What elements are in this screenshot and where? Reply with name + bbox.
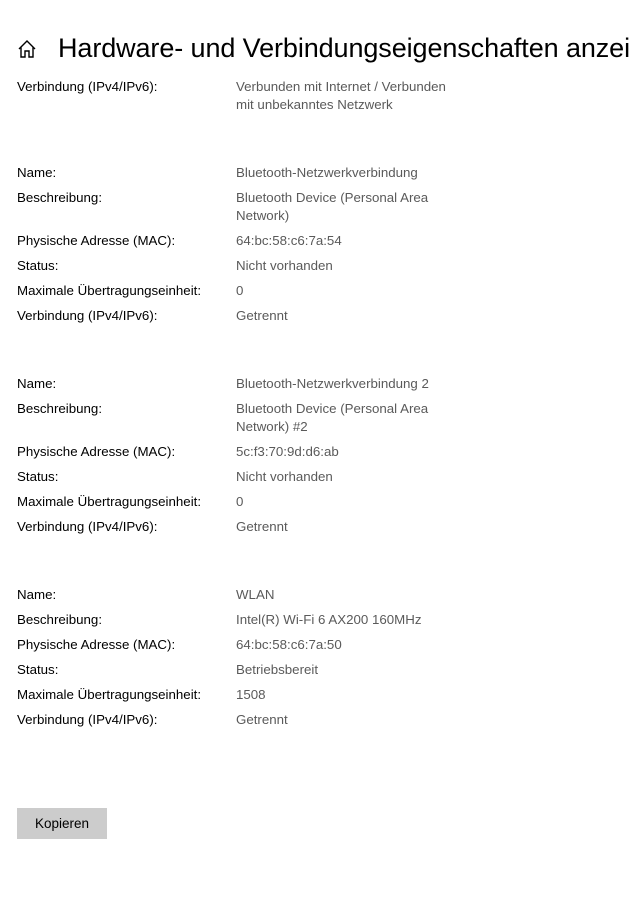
property-label: Maximale Übertragungseinheit: xyxy=(17,687,202,702)
property-label: Verbindung (IPv4/IPv6): xyxy=(17,712,158,727)
property-label: Beschreibung: xyxy=(17,612,103,627)
adapter-section xyxy=(17,586,617,729)
home-icon[interactable] xyxy=(16,38,38,60)
property-row-description xyxy=(17,400,617,436)
property-label: Status: xyxy=(17,469,59,484)
property-label: Beschreibung: xyxy=(17,190,103,205)
property-value: Bluetooth-Netzwerkverbindung xyxy=(236,165,418,180)
property-row-status xyxy=(17,661,617,679)
property-label: Verbindung (IPv4/IPv6): xyxy=(17,519,158,534)
property-row-mac xyxy=(17,232,617,250)
property-label: Physische Adresse (MAC): xyxy=(17,233,176,248)
property-row-connection xyxy=(17,518,617,536)
property-label: Verbindung (IPv4/IPv6): xyxy=(17,79,158,94)
property-row-mac xyxy=(17,443,617,461)
property-value: Intel(R) Wi-Fi 6 AX200 160MHz xyxy=(236,612,422,627)
property-row-description xyxy=(17,189,617,225)
property-value: Verbunden mit Internet / Verbunden mit unbekanntes Netzwerk xyxy=(236,79,446,112)
property-row-name xyxy=(17,586,617,604)
property-value: Getrennt xyxy=(236,519,288,534)
property-label: Maximale Übertragungseinheit: xyxy=(17,494,202,509)
property-label: Physische Adresse (MAC): xyxy=(17,637,176,652)
property-value: 64:bc:58:c6:7a:54 xyxy=(236,233,342,248)
property-row-connection xyxy=(17,78,617,114)
property-row-name xyxy=(17,375,617,393)
adapter-section xyxy=(17,375,617,536)
page-header xyxy=(16,33,630,64)
property-row-description xyxy=(17,611,617,629)
property-value: Bluetooth Device (Personal Area Network) #2 xyxy=(236,401,429,434)
property-value: 0 xyxy=(236,494,244,509)
property-row-mtu xyxy=(17,282,617,300)
property-label: Beschreibung: xyxy=(17,401,103,416)
property-value: Betriebsbereit xyxy=(236,662,319,677)
property-value: Bluetooth-Netzwerkverbindung 2 xyxy=(236,376,429,391)
property-value: 0 xyxy=(236,283,244,298)
property-label: Verbindung (IPv4/IPv6): xyxy=(17,308,158,323)
property-row-mtu xyxy=(17,686,617,704)
page-title: Hardware- und Verbindungseigenschaften anzei xyxy=(58,33,630,63)
property-label: Maximale Übertragungseinheit: xyxy=(17,283,202,298)
property-value: Getrennt xyxy=(236,712,288,727)
property-value: WLAN xyxy=(236,587,275,602)
property-row-connection xyxy=(17,307,617,325)
property-label: Status: xyxy=(17,662,59,677)
property-row-connection xyxy=(17,711,617,729)
property-label: Physische Adresse (MAC): xyxy=(17,444,176,459)
copy-button[interactable]: Kopieren xyxy=(17,808,107,839)
property-value: Nicht vorhanden xyxy=(236,258,333,273)
property-value: Getrennt xyxy=(236,308,288,323)
property-label: Status: xyxy=(17,258,59,273)
property-row-status xyxy=(17,468,617,486)
property-value: Bluetooth Device (Personal Area Network) xyxy=(236,190,429,223)
property-row-name xyxy=(17,164,617,182)
property-value: Nicht vorhanden xyxy=(236,469,333,484)
property-row-mac xyxy=(17,636,617,654)
adapter-section xyxy=(17,78,617,114)
property-value: 5c:f3:70:9d:d6:ab xyxy=(236,444,339,459)
property-label: Name: xyxy=(17,587,57,602)
property-row-mtu xyxy=(17,493,617,511)
properties-list xyxy=(17,78,617,779)
property-label: Name: xyxy=(17,376,57,391)
property-row-status xyxy=(17,257,617,275)
adapter-section xyxy=(17,164,617,325)
property-label: Name: xyxy=(17,165,57,180)
property-value: 1508 xyxy=(236,687,266,702)
property-value: 64:bc:58:c6:7a:50 xyxy=(236,637,342,652)
